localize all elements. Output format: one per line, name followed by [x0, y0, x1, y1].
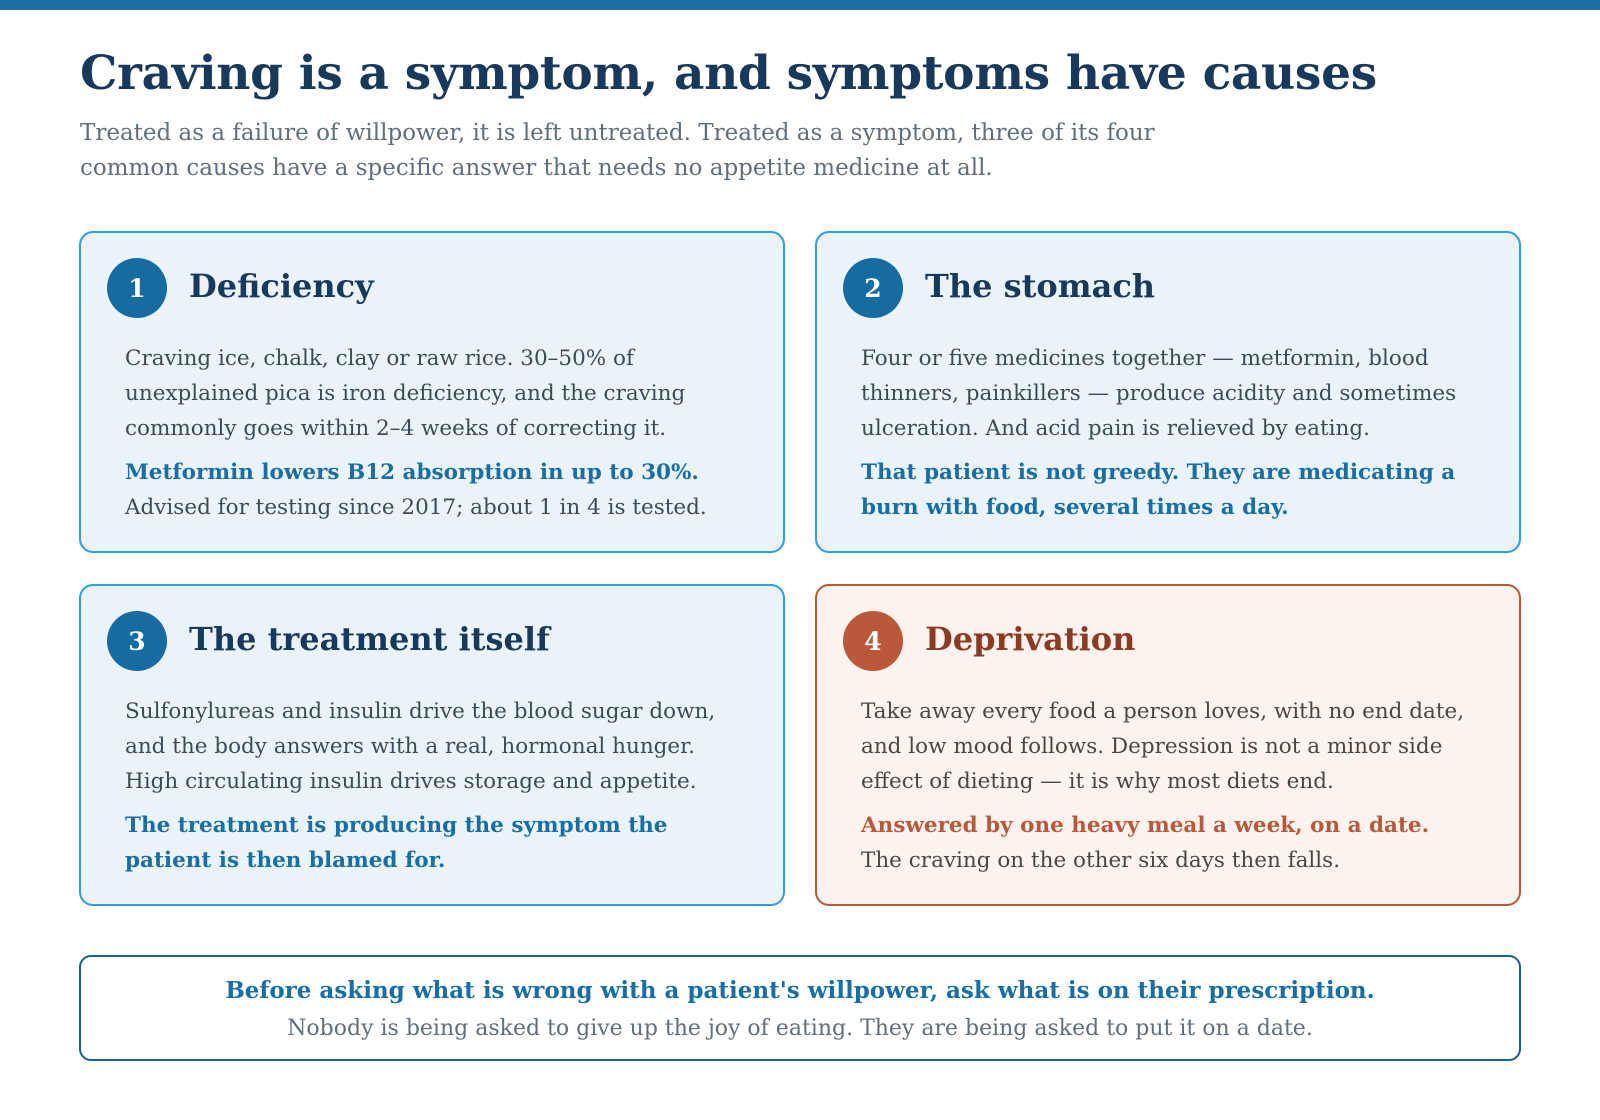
card-number-badge: 4	[843, 611, 903, 671]
card-title: Deprivation	[925, 620, 1136, 658]
card-description: Four or five medicines together — metformin, blood thinners, painkillers — produce acidity and sometimes ulceration. And acid pain is relieved by eating.	[861, 346, 1457, 441]
conclusion-headline: Before asking what is wrong with a patient's willpower, ask what is on their prescription.	[225, 977, 1375, 1004]
cause-card-deficiency	[79, 231, 785, 553]
card-description: Craving ice, chalk, clay or raw rice. 30–50% of unexplained pica is iron deficiency, and the craving commonly goes within 2–4 weeks of correcting it.	[125, 346, 686, 441]
cause-card-deprivation	[815, 584, 1521, 906]
card-body	[861, 341, 1481, 525]
card-title: The treatment itself	[189, 620, 550, 658]
card-body	[125, 341, 745, 525]
card-highlight: Metformin lowers B12 absorption in up to 30%.	[125, 460, 699, 485]
cause-card-treatment	[79, 584, 785, 906]
card-note: The craving on the other six days then falls.	[861, 848, 1341, 873]
card-number-badge: 1	[107, 258, 167, 318]
conclusion-subline: Nobody is being asked to give up the joy of eating. They are being asked to put it on a date.	[287, 1016, 1313, 1041]
card-description: Sulfonylureas and insulin drive the blood sugar down, and the body answers with a real, hormonal hunger. High circulating insulin drives storage and appetite.	[125, 699, 716, 794]
card-body	[861, 694, 1481, 878]
card-highlight: Answered by one heavy meal a week, on a date.	[861, 813, 1430, 838]
conclusion-box	[79, 955, 1521, 1061]
card-description: Take away every food a person loves, with no end date, and low mood follows. Depression is not a minor side effect of dieting — it is why most diets end.	[861, 699, 1465, 794]
cause-card-stomach	[815, 231, 1521, 553]
top-accent-bar	[0, 0, 1600, 10]
card-number-badge: 3	[107, 611, 167, 671]
card-title: The stomach	[925, 267, 1156, 305]
card-highlight: The treatment is producing the symptom the patient is then blamed for.	[125, 813, 668, 873]
page-title: Craving is a symptom, and symptoms have causes	[80, 46, 1377, 101]
page-subtitle: Treated as a failure of willpower, it is left untreated. Treated as a symptom, three of its four common causes have a specific answer that needs no appetite medicine at all.	[80, 120, 1155, 181]
card-note: Advised for testing since 2017; about 1 in 4 is tested.	[125, 495, 707, 520]
card-number-badge: 2	[843, 258, 903, 318]
card-title: Deficiency	[189, 267, 374, 305]
card-body	[125, 694, 745, 878]
card-highlight: That patient is not greedy. They are medicating a burn with food, several times a day.	[861, 460, 1456, 520]
